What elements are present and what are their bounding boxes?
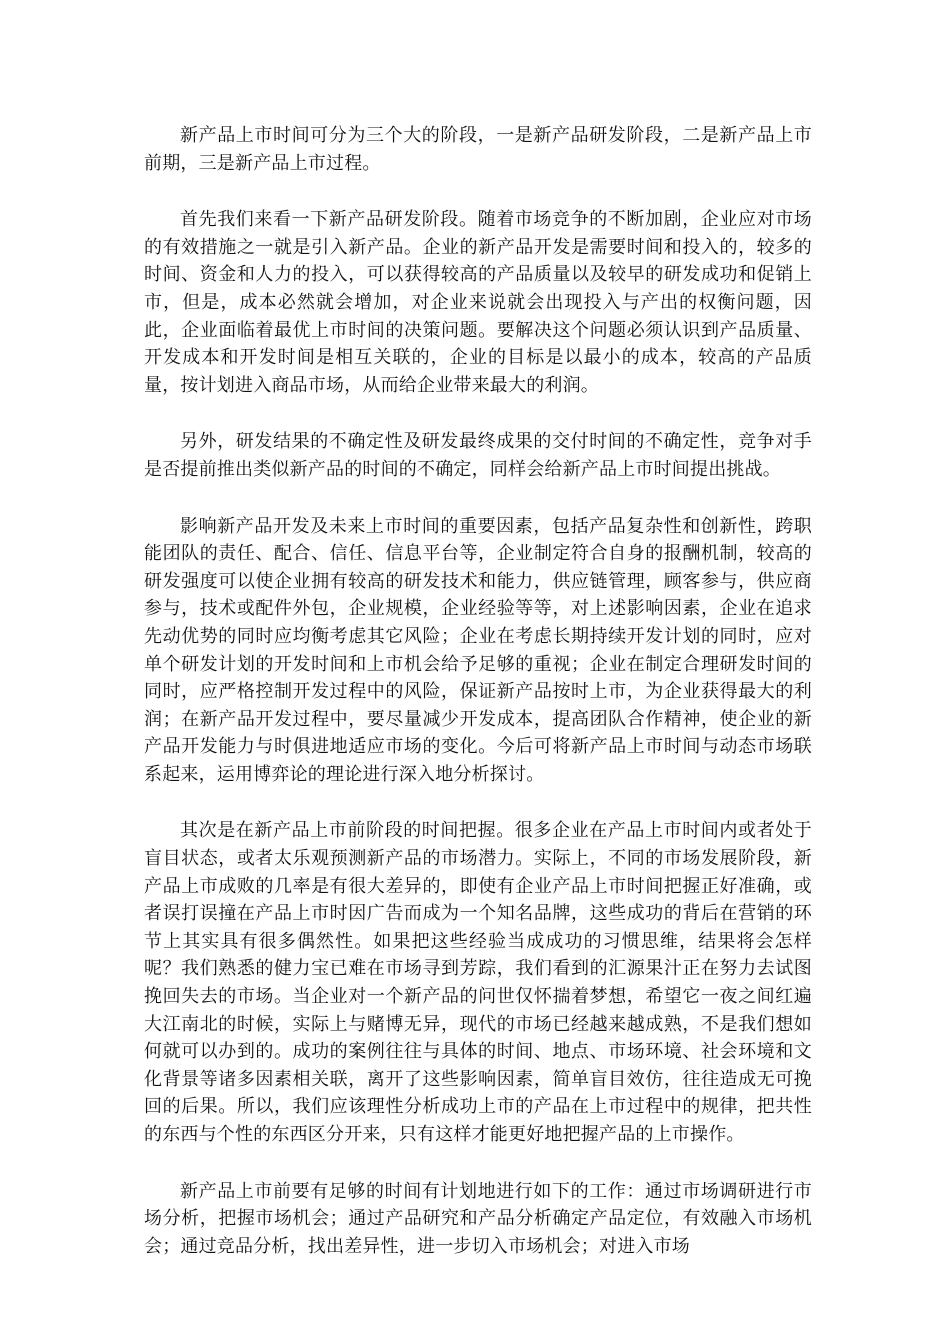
paragraph-preparation: 新产品上市前要有足够的时间有计划地进行如下的工作：通过市场调研进行市场分析，把握市场机会；通过产品研究和产品分析确定产品定位，有效融入市场机会；通过竞品分析，找出差异性，进一步切入市场机会；对进入市场 bbox=[144, 1180, 812, 1257]
paragraph-uncertainty: 另外，研发结果的不确定性及研发最终成果的交付时间的不确定性，竞争对手是否提前推出类似新产品的时间的不确定，同样会给新产品上市时间提出挑战。 bbox=[144, 431, 812, 480]
paragraph-pre-launch: 其次是在新产品上市前阶段的时间把握。很多企业在产品上市时间内或者处于盲目状态，或者太乐观预测新产品的市场潜力。实际上，不同的市场发展阶段，新产品上市成败的几率是有很大差异的，即使有企业产品上市时间把握正好准确，或者误打误撞在产品上市时因广告而成为一个知名品牌，这些成功的背后在营销的环节上其实具有很多偶然性。如果把这些经验当成成功的习惯思维，结果将会怎样呢？我们熟悉的健力宝已难在市场寻到芳踪，我们看到的汇源果汁正在努力去试图挽回失去的市场。当企业对一个新产品的问世仅怀揣着梦想，希望它一夜之间红遍大江南北的时候，实际上与赌博无异，现代的市场已经越来越成熟，不是我们想如何就可以办到的。成功的案例往往与具体的时间、地点、市场环境、社会环境和文化背景等诸多因素相关联，离开了这些影响因素，简单盲目效仿，往往造成无可挽回的后果。所以，我们应该理性分析成功上市的产品在上市过程中的规律，把共性的东西与个性的东西区分开来，只有这样才能更好地把握产品的上市操作。 bbox=[144, 820, 812, 1145]
paragraph-rd-stage: 首先我们来看一下新产品研发阶段。随着市场竞争的不断加剧，企业应对市场的有效措施之一就是引入新产品。企业的新产品开发是需要时间和投入的，较多的时间、资金和人力的投入，可以获得较高的产品质量以及较早的研发成功和促销上市，但是，成本必然就会增加，对企业来说就会出现投入与产出的权衡问题，因此，企业面临着最优上市时间的决策问题。要解决这个问题必须认识到产品质量、开发成本和开发时间是相互关联的，企业的目标是以最小的成本，较高的产品质量，按计划进入商品市场，从而给企业带来最大的利润。 bbox=[144, 209, 812, 396]
paragraph-factors: 影响新产品开发及未来上市时间的重要因素，包括产品复杂性和创新性，跨职能团队的责任、配合、信任、信息平台等，企业制定符合自身的报酬机制，较高的研发强度可以使企业拥有较高的研发技术和能力，供应链管理，顾客参与，供应商参与，技术或配件外包，企业规模，企业经验等等，对上述影响因素，企业在追求先动优势的同时应均衡考虑其它风险；企业在考虑长期持续开发计划的同时，应对单个研发计划的开发时间和上市机会给予足够的重视；企业在制定合理研发时间的同时，应严格控制开发过程中的风险，保证新产品按时上市，为企业获得最大的利润；在新产品开发过程中，要尽量减少开发成本，提高团队合作精神，使企业的新产品开发能力与时俱进地适应市场的变化。今后可将新产品上市时间与动态市场联系起来，运用博弈论的理论进行深入地分析探讨。 bbox=[144, 515, 812, 785]
document-body bbox=[144, 122, 812, 1289]
paragraph-intro: 新产品上市时间可分为三个大的阶段，一是新产品研发阶段，二是新产品上市前期，三是新产品上市过程。 bbox=[144, 125, 812, 174]
